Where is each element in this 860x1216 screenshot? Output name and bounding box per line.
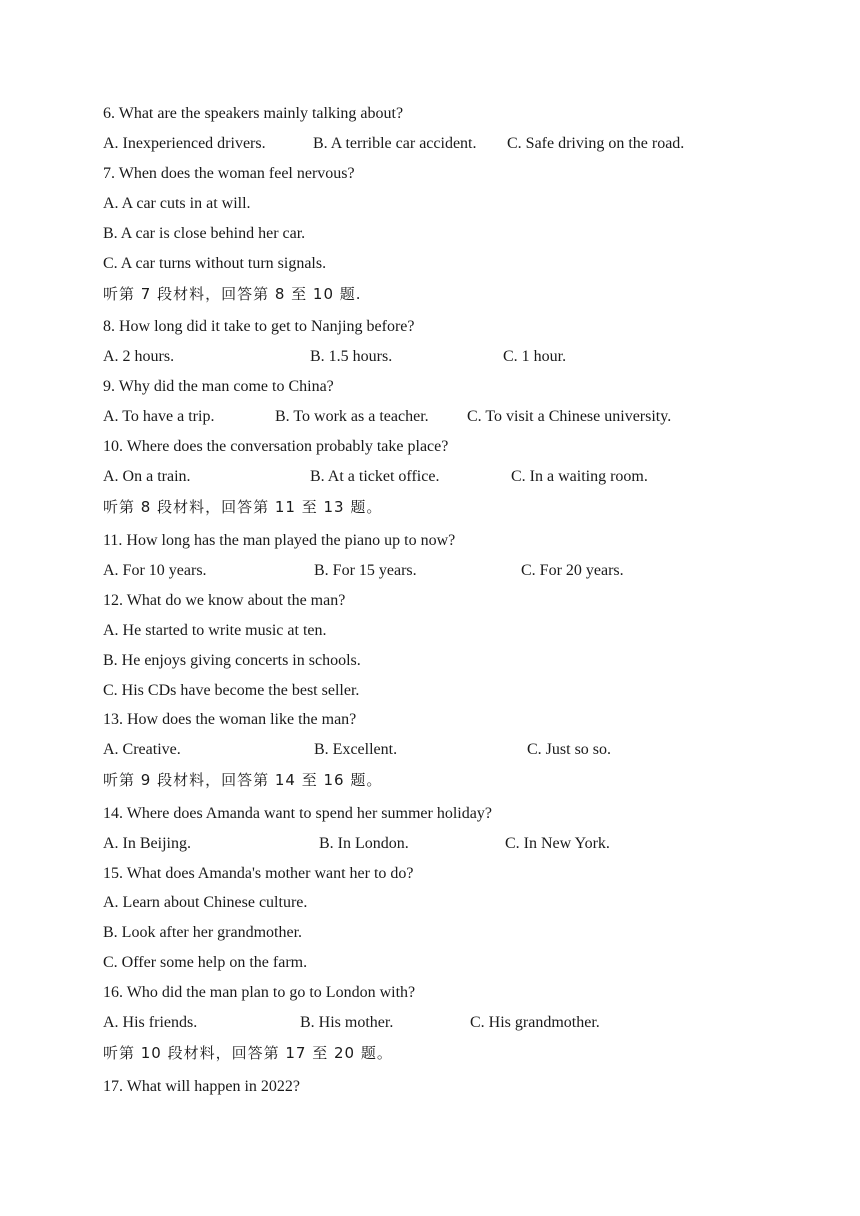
option-a: A. To have a trip. — [103, 408, 215, 425]
option-b: B. For 15 years. — [314, 562, 417, 579]
option-c: C. In a waiting room. — [511, 468, 648, 485]
option-c: C. Offer some help on the farm. — [103, 954, 308, 971]
question-14: 14. Where does Amanda want to spend her summer holiday? — [103, 805, 492, 822]
option-c: C. To visit a Chinese university. — [467, 408, 672, 425]
question-8: 8. How long did it take to get to Nanjing before? — [103, 318, 415, 335]
option-a: A. A car cuts in at will. — [103, 195, 251, 212]
option-b: B. Excellent. — [314, 741, 398, 758]
option-a: A. For 10 years. — [103, 562, 207, 579]
option-c: C. A car turns without turn signals. — [103, 255, 327, 272]
question-7: 7. When does the woman feel nervous? — [103, 165, 355, 182]
option-a: A. His friends. — [103, 1014, 198, 1031]
question-6: 6. What are the speakers mainly talking about? — [103, 105, 404, 122]
option-b: B. At a ticket office. — [310, 468, 440, 485]
option-b: B. He enjoys giving concerts in schools. — [103, 652, 361, 669]
question-13: 13. How does the woman like the man? — [103, 711, 357, 728]
option-a: A. Inexperienced drivers. — [103, 135, 266, 152]
option-a: A. Creative. — [103, 741, 181, 758]
option-b: B. A car is close behind her car. — [103, 225, 306, 242]
option-c: C. His grandmother. — [470, 1014, 600, 1031]
option-c: C. For 20 years. — [521, 562, 624, 579]
option-b: B. His mother. — [300, 1014, 394, 1031]
section-heading-10: 听第 10 段材料，回答第 17 至 20 题。 — [103, 1044, 393, 1062]
question-17: 17. What will happen in 2022? — [103, 1078, 300, 1095]
section-heading-7: 听第 7 段材料，回答第 8 至 10 题. — [103, 285, 362, 303]
option-b: B. In London. — [319, 835, 409, 852]
section-heading-9: 听第 9 段材料，回答第 14 至 16 题。 — [103, 771, 383, 789]
question-10: 10. Where does the conversation probably take place? — [103, 438, 449, 455]
option-c: C. 1 hour. — [503, 348, 567, 365]
option-b: B. A terrible car accident. — [313, 135, 477, 152]
option-c: C. His CDs have become the best seller. — [103, 682, 360, 699]
option-c: C. Just so so. — [527, 741, 612, 758]
question-15: 15. What does Amanda's mother want her to do? — [103, 865, 414, 882]
option-a: A. 2 hours. — [103, 348, 175, 365]
question-16: 16. Who did the man plan to go to London with? — [103, 984, 416, 1001]
option-b: B. Look after her grandmother. — [103, 924, 303, 941]
option-a: A. On a train. — [103, 468, 191, 485]
option-b: B. To work as a teacher. — [275, 408, 429, 425]
option-c: C. Safe driving on the road. — [507, 135, 685, 152]
option-b: B. 1.5 hours. — [310, 348, 393, 365]
question-12: 12. What do we know about the man? — [103, 592, 346, 609]
option-a: A. Learn about Chinese culture. — [103, 894, 308, 911]
question-9: 9. Why did the man come to China? — [103, 378, 334, 395]
section-heading-8: 听第 8 段材料，回答第 11 至 13 题。 — [103, 498, 383, 516]
option-c: C. In New York. — [505, 835, 610, 852]
option-a: A. In Beijing. — [103, 835, 191, 852]
option-a: A. He started to write music at ten. — [103, 622, 327, 639]
question-11: 11. How long has the man played the piano up to now? — [103, 532, 456, 549]
